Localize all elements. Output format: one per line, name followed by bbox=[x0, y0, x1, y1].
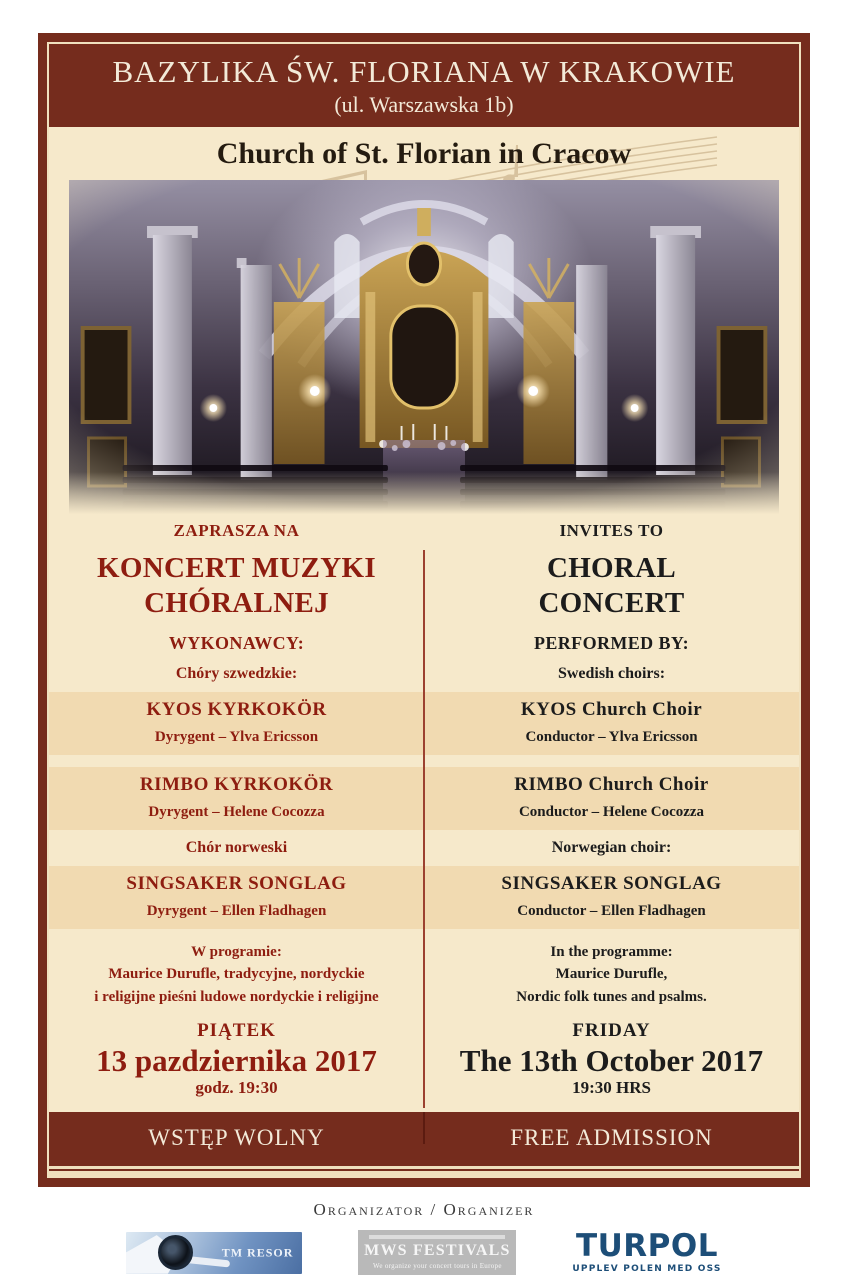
organizer-footer bbox=[0, 1187, 848, 1275]
swedish-label-en: Swedish choirs: bbox=[557, 664, 666, 682]
datetime-pl bbox=[49, 1010, 424, 1112]
choir-name: RIMBO Church Choir bbox=[514, 773, 709, 795]
admission-en: FREE ADMISSION bbox=[510, 1125, 713, 1151]
frame-accent-lines bbox=[49, 1166, 799, 1176]
poster-frame bbox=[47, 42, 801, 1178]
organizer-label: Organizator / Organizer bbox=[313, 1200, 535, 1220]
choir-conductor: Conductor – Helene Cocozza bbox=[518, 803, 705, 820]
column-divider-line bbox=[423, 550, 425, 1108]
choir-conductor: Dyrygent – Ylva Ericsson bbox=[154, 728, 319, 745]
poster-content bbox=[49, 127, 799, 1176]
admission-band bbox=[49, 1112, 799, 1166]
concert-title-en: CHORAL CONCERT bbox=[538, 552, 685, 619]
tm-resor-label: TM RESOR bbox=[221, 1245, 294, 1260]
turpol-label: TURPOL bbox=[575, 1228, 718, 1265]
choir-conductor: Dyrygent – Helene Cocozza bbox=[148, 803, 325, 820]
invite-label-pl: ZAPRASZA NA bbox=[173, 521, 300, 541]
concert-poster bbox=[38, 33, 810, 1187]
programme-en: In the programme: Maurice Durufle, Nordic folk tunes and psalms. bbox=[516, 943, 707, 1005]
church-title-en: Church of St. Florian in Cracow bbox=[216, 137, 632, 171]
choir-name: KYOS Church Choir bbox=[520, 698, 703, 720]
photo-vignette bbox=[67, 178, 781, 518]
basilica-title-pl: BAZYLIKA ŚW. FLORIANA W KRAKOWIE bbox=[112, 54, 736, 89]
tm-resor-logo bbox=[126, 1232, 302, 1274]
norwegian-label-en: Norwegian choir: bbox=[551, 838, 672, 856]
mws-fineprint-bar bbox=[369, 1235, 505, 1239]
weekday-pl: PIĄTEK bbox=[197, 1020, 276, 1042]
church-interior-photo bbox=[69, 180, 779, 516]
band-divider-line bbox=[423, 1112, 425, 1143]
photo-bottom-fade bbox=[67, 472, 781, 518]
basilica-address: (ul. Warszawska 1b) bbox=[334, 92, 514, 118]
time-pl: godz. 19:30 bbox=[195, 1078, 278, 1098]
admission-pl: WSTĘP WOLNY bbox=[148, 1125, 325, 1151]
performers-label-en: PERFORMED BY: bbox=[533, 632, 690, 653]
mws-slogan: We organize your concert tours in Europe bbox=[373, 1262, 502, 1271]
choir-name: KYOS KYRKOKÖR bbox=[146, 698, 327, 720]
turpol-logo bbox=[572, 1228, 722, 1275]
norwegian-label-pl: Chór norweski bbox=[185, 838, 288, 856]
mws-festivals-label: MWS FESTIVALS bbox=[364, 1242, 511, 1260]
choir-name: SINGSAKER SONGLAG bbox=[501, 872, 722, 894]
performers-label-pl: WYKONAWCY: bbox=[168, 632, 305, 653]
choir-name: RIMBO KYRKOKÖR bbox=[139, 773, 334, 795]
header-band bbox=[49, 44, 799, 127]
swedish-label-pl: Chóry szwedzkie: bbox=[175, 664, 298, 682]
datetime-en bbox=[424, 1010, 799, 1112]
date-en: The 13th October 2017 bbox=[459, 1043, 764, 1079]
choir-name: SINGSAKER SONGLAG bbox=[126, 872, 347, 894]
weekday-en: FRIDAY bbox=[572, 1020, 651, 1042]
turpol-slogan: UPPLEV POLEN MED OSS bbox=[572, 1264, 722, 1275]
time-en: 19:30 HRS bbox=[572, 1078, 651, 1098]
organizer-logos bbox=[0, 1230, 848, 1275]
bilingual-columns bbox=[49, 516, 799, 1112]
concert-title-pl: KONCERT MUZYKI CHÓRALNEJ bbox=[97, 552, 376, 619]
choir-conductor: Conductor – Ylva Ericsson bbox=[525, 728, 698, 745]
camera-lens-icon bbox=[158, 1235, 193, 1270]
date-pl: 13 pazdziernika 2017 bbox=[96, 1043, 377, 1079]
mws-festivals-logo bbox=[358, 1230, 516, 1275]
invite-row bbox=[49, 516, 799, 545]
programme-pl: W programie: Maurice Durufle, tradycyjne, nordyckie i religijne pieśni ludowe nordyckie i religijne bbox=[94, 943, 379, 1005]
choir-conductor: Conductor – Ellen Fladhagen bbox=[517, 902, 706, 919]
invite-label-en: INVITES TO bbox=[559, 521, 664, 541]
choir-conductor: Dyrygent – Ellen Fladhagen bbox=[146, 902, 327, 919]
